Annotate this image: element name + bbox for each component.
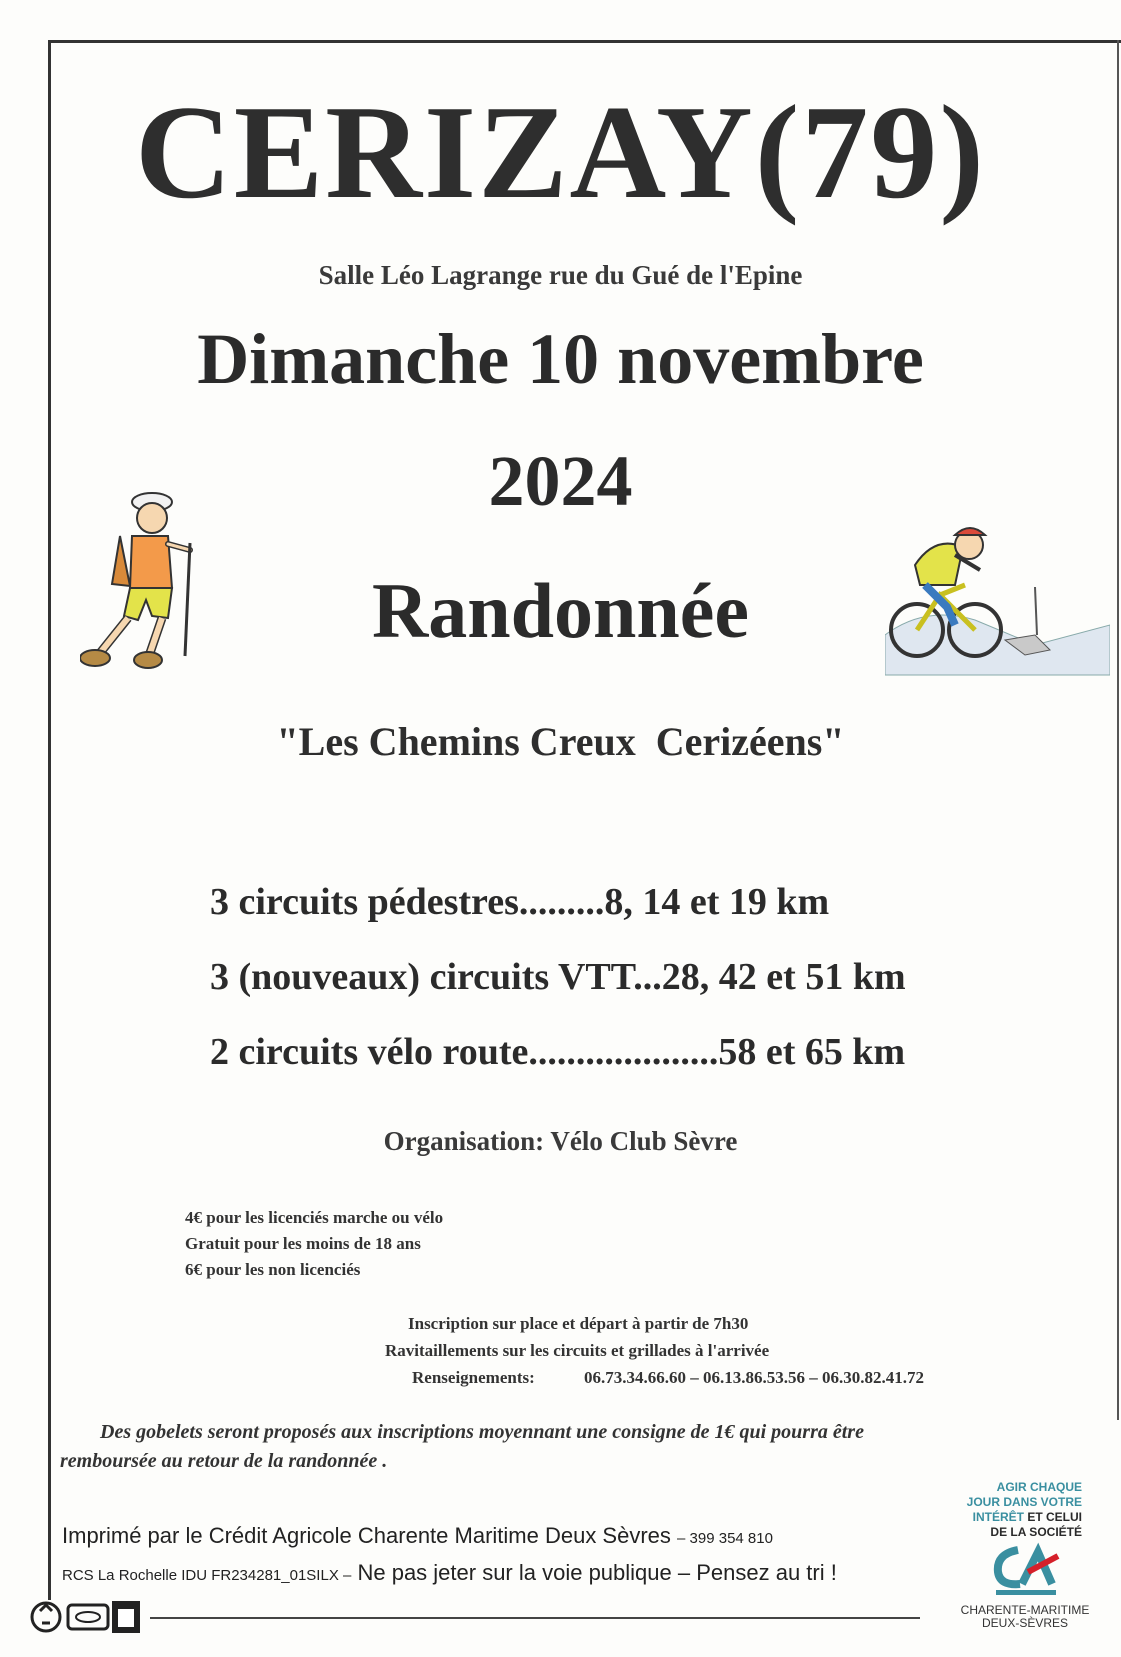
- cyclist-icon: [885, 525, 1110, 705]
- price-item: Gratuit pour les moins de 18 ans: [185, 1234, 421, 1253]
- bank-region: CHARENTE-MARITIME DEUX-SÈVRES: [960, 1603, 1090, 1630]
- year-line: 2024: [488, 441, 633, 521]
- circuit-item: 3 (nouveaux) circuits VTT...28, 42 et 51 km: [210, 956, 906, 998]
- credit-agricole-logo: [940, 1480, 1110, 1540]
- price-item: 6€ pour les non licenciés: [185, 1260, 361, 1279]
- practical-info: [385, 1310, 924, 1391]
- event-name: Randonnée: [371, 567, 750, 654]
- frame-top-border: [48, 40, 1121, 43]
- refreshments-line: Ravitaillements sur les circuits et grillades à l'arrivée: [385, 1341, 770, 1360]
- cups-notice-line: remboursée au retour de la randonnée .: [60, 1450, 388, 1472]
- contact-row: [385, 1364, 924, 1391]
- circuit-list: [210, 880, 906, 1105]
- event-subtitle: "Les Chemins Creux Cerizéens": [276, 719, 845, 764]
- contact-label: Renseignements:: [412, 1368, 535, 1387]
- circuit-item: 3 circuits pédestres.........8, 14 et 19 km: [210, 881, 830, 923]
- date-line: Dimanche 10 novembre: [197, 319, 924, 399]
- poster-title: CERIZAY(79): [135, 78, 986, 226]
- cups-notice-line: Des gobelets seront proposés aux inscriptions moyennant une consigne de 1€ qui pourra être: [100, 1421, 864, 1443]
- credit-agricole-emblem-icon: [988, 1542, 1068, 1602]
- price-item: 4€ pour les licenciés marche ou vélo: [185, 1208, 444, 1227]
- organisation-line: Organisation: Vélo Club Sèvre: [383, 1126, 738, 1156]
- frame-bottom-border: [150, 1617, 920, 1619]
- legal-notice: RCS La Rochelle IDU FR234281_01SILX – Ne pas jeter sur la voie publique – Pensez au tri !: [62, 1560, 837, 1585]
- contact-phones: 06.73.34.66.60 – 06.13.86.53.56 – 06.30.82.41.72: [584, 1368, 924, 1387]
- cups-notice: [60, 1418, 1020, 1476]
- recycling-icon: [30, 1597, 145, 1637]
- price-list: [185, 1205, 443, 1283]
- bank-slogan: AGIR CHAQUE JOUR DANS VOTRE INTÉRÊT ET CELUI DE LA SOCIÉTÉ: [966, 1480, 1082, 1539]
- printer-credit: Imprimé par le Crédit Agricole Charente Maritime Deux Sèvres – 399 354 810: [62, 1523, 773, 1548]
- hiker-icon: [80, 488, 210, 688]
- registration-line: Inscription sur place et départ à partir de 7h30: [408, 1314, 749, 1333]
- circuit-item: 2 circuits vélo route....................58 et 65 km: [210, 1031, 906, 1073]
- venue-line: Salle Léo Lagrange rue du Gué de l'Epine: [318, 260, 803, 290]
